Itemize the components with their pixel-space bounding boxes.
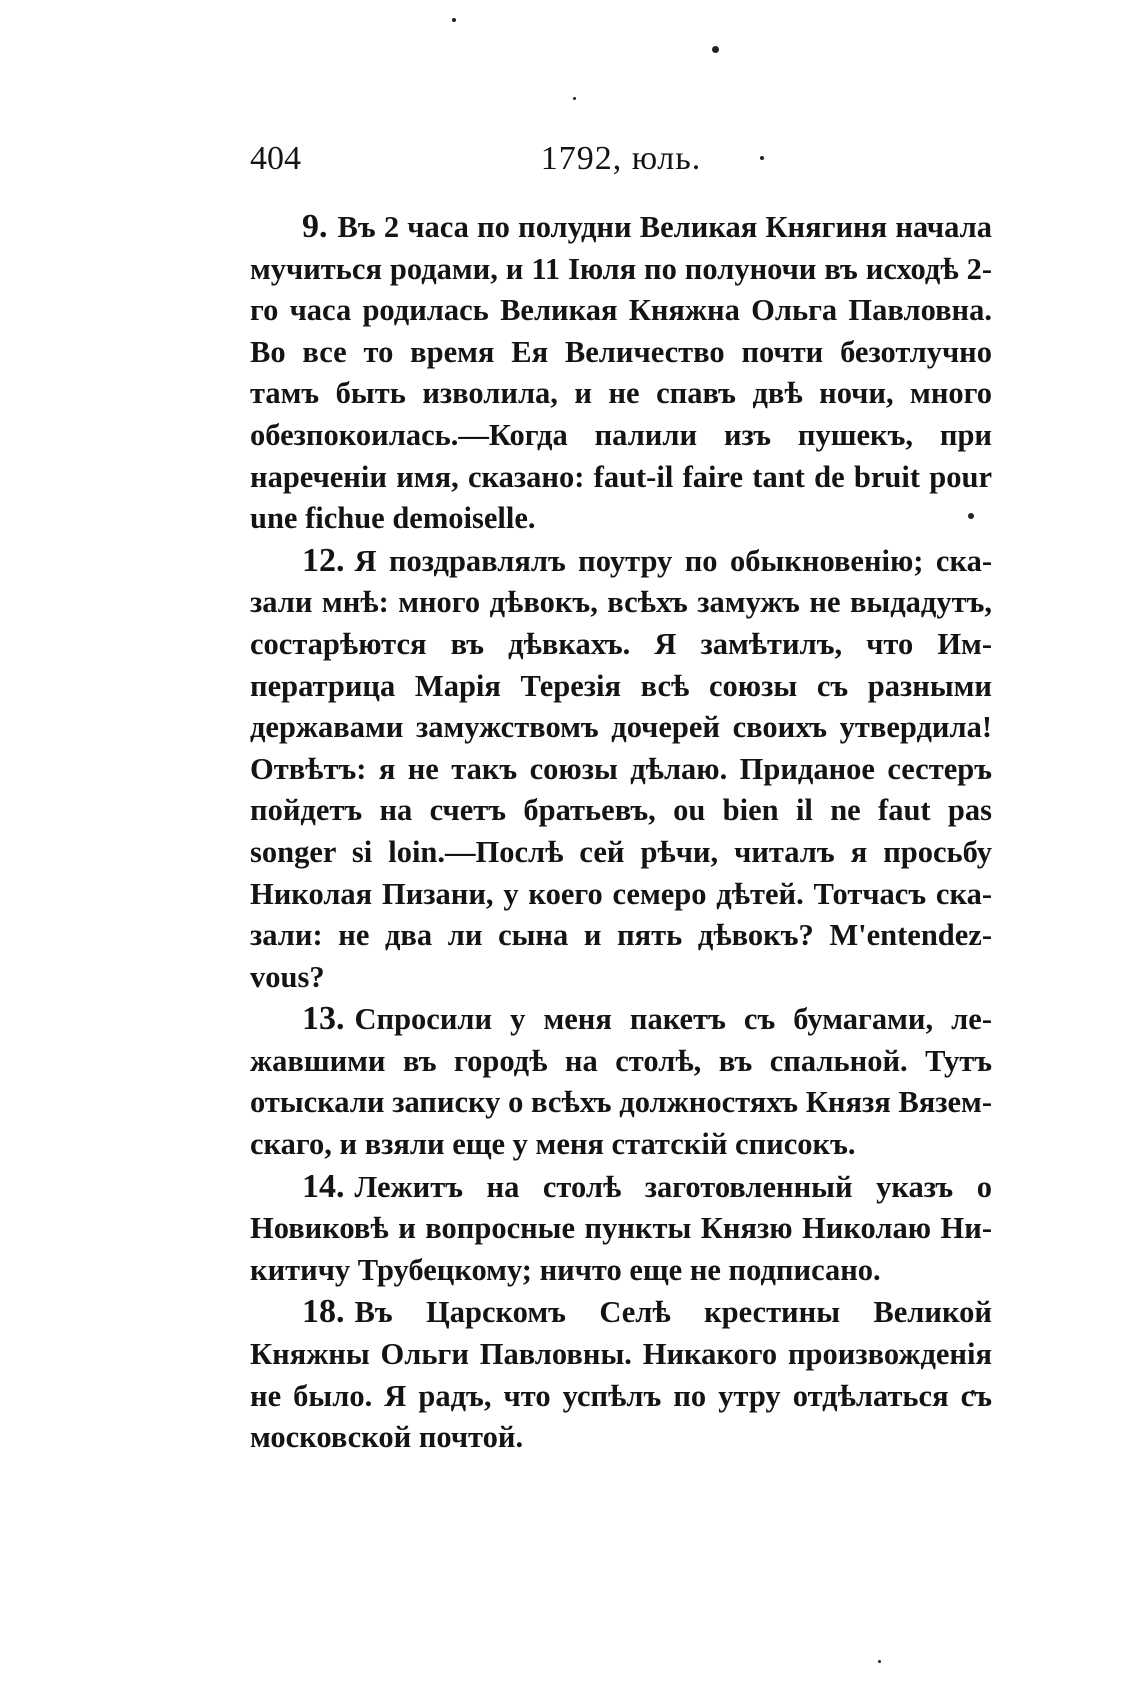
diary-entry	[250, 206, 992, 540]
entry-text: Я поздравлялъ поутру по обыкновенію; сказали мнѣ: много дѣвокъ, всѣхъ замужъ не выдадутъ, состарѣются въ дѣвкахъ. Я замѣтилъ, что Императрица Марія Терезія всѣ союзы съ разными державами замужствомъ дочерей своихъ утвердила! Отвѣтъ: я не такъ союзы дѣлаю. Приданое сестеръ пойдетъ на счетъ братьевъ, ou bien il ne faut pas songer si loin.—Послѣ сей рѣчи, читалъ я просьбу Николая Пизани, у коего семеро дѣтей. Тотчасъ сказали: не два ли сына и пять дѣвокъ? M'entendez-vous?	[250, 543, 992, 994]
entry-text: Лежитъ на столѣ заготовленный указъ о Новиковѣ и вопросные пункты Князю Николаю Никитичу Трубецкому; ничто еще не подписано.	[250, 1169, 992, 1287]
print-speck	[452, 18, 456, 22]
entry-number: 13.	[302, 1000, 345, 1038]
entry-number: 14.	[302, 1167, 345, 1205]
entry-number: 12.	[302, 541, 345, 579]
page-number: 404	[250, 140, 301, 177]
print-speck	[573, 97, 576, 100]
print-speck	[712, 46, 719, 53]
entry-number: 18.	[302, 1293, 345, 1331]
running-title: 1792, юль.	[540, 140, 702, 177]
diary-entry	[250, 1291, 992, 1458]
diary-entry	[250, 998, 992, 1165]
diary-text	[250, 206, 992, 1459]
entry-text: Въ 2 часа по полудни Великая Княгиня начала мучиться родами, и 11 Іюля по полуночи въ исходѣ 2-го часа родилась Великая Княжна Ольга Павловна. Во все то время Ея Величество почти безотлучно тамъ быть изволила, и не спавъ двѣ ночи, много обезпокоилась.—Когда палили изъ пушекъ, при нареченіи имя, сказано: faut-il faire tant de bruit pour une fichue demoiselle.	[250, 210, 992, 536]
diary-entry	[250, 540, 992, 999]
entry-number: 9.	[302, 208, 328, 245]
entry-text: Спросили у меня пакетъ съ бумагами, лежавшими въ городѣ на столѣ, въ спальной. Тутъ отыскали записку о всѣхъ должностяхъ Князя Вяземскаго, и взяли еще у меня статскій списокъ.	[250, 1002, 992, 1162]
diary-entry	[250, 1166, 992, 1292]
print-speck	[878, 1660, 881, 1663]
page-header	[250, 140, 992, 180]
entry-text: Въ Царскомъ Селѣ крестины Великой Княжны Ольги Павловны. Никакого произвожденія не было. Я радъ, что успѣлъ по утру отдѣлаться съ московской почтой.	[250, 1295, 992, 1455]
